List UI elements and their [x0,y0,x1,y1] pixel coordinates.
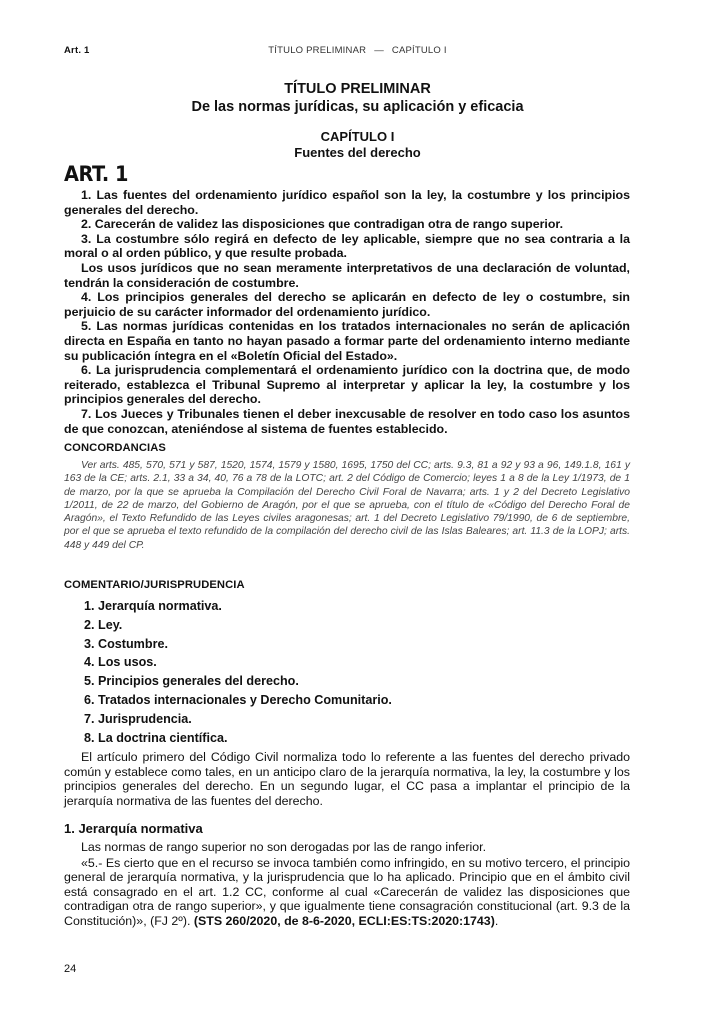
list-item: 8. La doctrina científica. [84,730,228,745]
list-item: 3. Costumbre. [84,636,168,651]
article-heading: ART. 1 [64,162,128,186]
article-paragraph: 4. Los principios generales del derecho se aplicarán en defecto de ley o costumbre, sin perjuicio de su carácter informador del ordenamiento jurídico. [64,290,630,319]
list-item: 5. Principios generales del derecho. [84,674,299,689]
header-chapter: CAPÍTULO I [391,45,447,56]
page-number: 24 [64,963,77,975]
case-citation: (STS 260/2020, de 8-6-2020, ECLI:ES:TS:2020:1743) [193,913,495,928]
running-header [64,45,651,59]
article-paragraph: 7. Los Jueces y Tribunales tienen el deber inexcusable de resolver en todo caso los asuntos de que conozcan, ateniéndose al sistema de fuentes establecido. [64,406,630,436]
header-center [64,45,651,56]
list-item: 4. Los usos. [84,655,157,670]
list-item: 6. Tratados internacionales y Derecho Comunitario. [84,692,392,707]
article-paragraph: 5. Las normas jurídicas contenidas en los tratados internacionales no serán de aplicación directa en España en tanto no hayan pasado a formar parte del ordenamiento interno mediante su publicación íntegra en el «Boletín Oficial del Estado». [64,319,630,363]
article-paragraph: 2. Carecerán de validez las disposiciones que contradigan otra de rango superior. [81,217,564,232]
titulo-title: TÍTULO PRELIMINAR [284,81,431,97]
list-item: 7. Jurisprudencia. [84,711,192,726]
header-article: Art. 1 [64,45,90,56]
section-paragraph: Las normas de rango superior no son derogadas por las de rango inferior. [81,840,487,854]
article-paragraph: 1. Las fuentes del ordenamiento jurídico español son la ley, la costumbre y los principios generales del derecho. [64,188,630,217]
concordancias-heading: CONCORDANCIAS [64,442,166,454]
article-paragraph: 3. La costumbre sólo regirá en defecto de ley aplicable, siempre que no sea contraria a la moral o al orden público, y que resulte probada. [64,231,630,261]
comentario-heading: COMENTARIO/JURISPRUDENCIA [64,579,245,591]
header-title: TÍTULO PRELIMINAR [268,45,367,56]
list-item: 2. Ley. [84,617,123,632]
section-heading: 1. Jerarquía normativa [64,821,203,836]
section-quote [64,856,630,929]
article-paragraph: 6. La jurisprudencia complementará el ordenamiento jurídico con la doctrina que, de modo reiterado, establezca el Tribunal Supremo al interpretar y aplicar la ley, la costumbre y los principios generales del derecho. [64,363,630,407]
capitulo-title: CAPÍTULO I [320,129,395,144]
capitulo-subtitle: Fuentes del derecho [294,145,421,160]
comentario-intro: El artículo primero del Código Civil normaliza todo lo referente a las fuentes del derecho privado común y establece como tales, en un anticipo claro de la jerarquía normativa, la ley, la costumbre y los principios generales del derecho. En un segundo lugar, el CC pasa a implantar el principio de la jerarquía normativa de las fuentes del derecho. [64,750,630,808]
section-body [64,840,630,930]
header-separator: — [374,45,384,56]
quote-end: . [494,913,499,928]
article-body [64,188,630,436]
quote-text: «5.- Es cierto que en el recurso se invoca también como infringido, en su motivo tercero, el principio general de jerarquía normativa, y la jurisprudencia que lo ha aplicado. Principio que en el ámbito civil está consagrado en el art. 1.2 CC, conforme al cual «Carecerán de validez las disposiciones que contradigan otra de rango superior», y que igualmente tiene consagración constitucional (art. 9.3 de la Constitución)», (FJ 2º). [64,855,630,928]
list-item: 1. Jerarquía normativa. [84,599,222,613]
concordancias-text: Ver arts. 485, 570, 571 y 587, 1520, 1574, 1579 y 1580, 1695, 1750 del CC; arts. 9.3, 81 a 92 y 93 a 96, 149.1.8, 161 y 163 de la CE; arts. 2.1, 33 a 34, 40, 76 a 78 de la LOTC; art. 2 del Código de Comercio; leyes 1 a 8 de la Ley 1/1973, de 1 de marzo, por la que se aprueba la Compilación del Derecho Civil Foral de Navarra; arts. 1 y 2 del Decreto Legislativo 1/2011, de 22 de marzo, del Gobierno de Aragón, por el que se aprueba, con el título de «Código del Derecho Foral de Aragón», el Texto Refundido de las Leyes civiles aragonesas; art. 1 del Decreto Legislativo 79/1990, de 6 de septiembre, por el que se aprueba el texto refundido de la compilación del derecho civil de las Islas Baleares; art. 11.3 de la LOPJ; arts. 448 y 449 del CP. [64,460,630,551]
article-paragraph: Los usos jurídicos que no sean meramente interpretativos de una declaración de voluntad, tendrán la consideración de costumbre. [64,260,630,290]
comentario-list [84,597,392,747]
title-block [64,80,651,161]
titulo-subtitle: De las normas jurídicas, su aplicación y eficacia [191,99,524,115]
